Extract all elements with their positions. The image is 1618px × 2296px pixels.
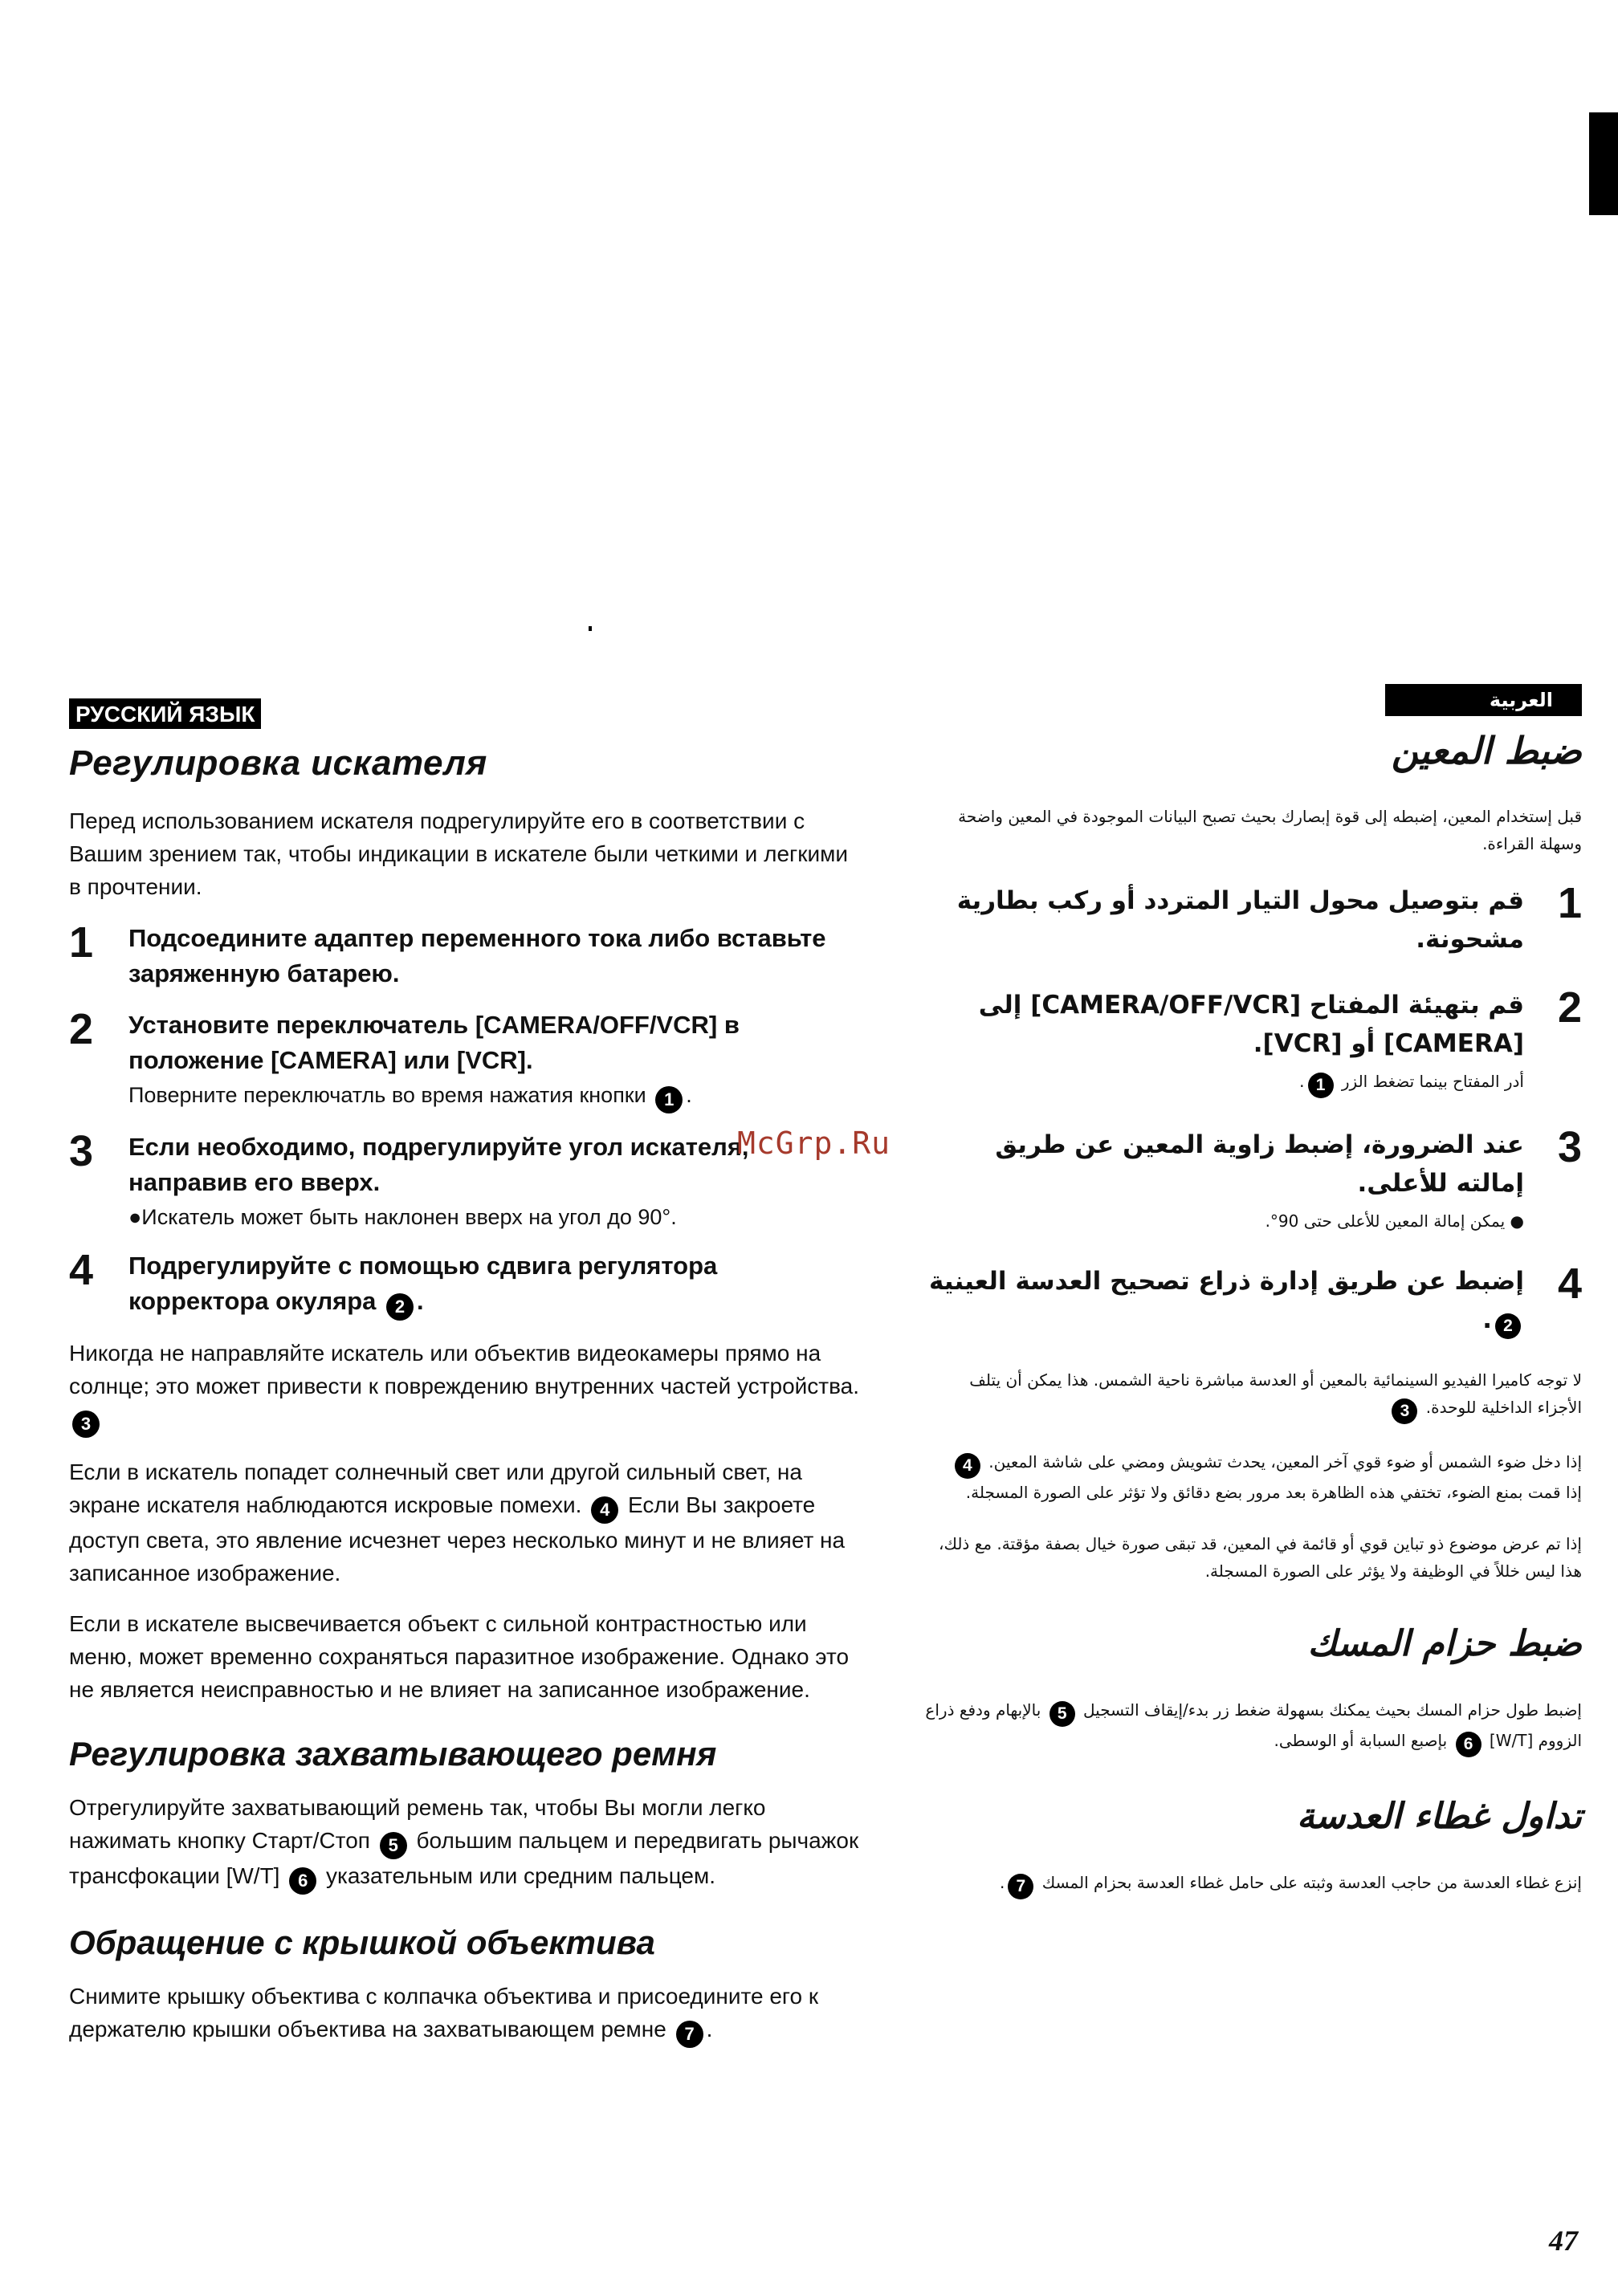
scan-speck (589, 626, 592, 631)
russian-column (69, 698, 864, 2066)
step-2-ar (923, 983, 1582, 1098)
step-number: 1 (1557, 879, 1582, 927)
step-title: Подрегулируйте с помощью сдвига регулятора корректора окуляра 2 . (128, 1248, 864, 1321)
ref-circle-5: 5 (1049, 1701, 1075, 1727)
step-number: 4 (1557, 1260, 1582, 1308)
watermark: McGrp.Ru (737, 1126, 891, 1161)
step-number: 3 (69, 1127, 94, 1175)
page-number: 47 (1549, 2225, 1578, 2257)
step-number: 4 (69, 1246, 94, 1294)
grip-belt-title-ar: ضبط حزام المسك (1307, 1623, 1582, 1664)
step-number: 3 (1557, 1123, 1582, 1171)
ref-circle-7: 7 (676, 2021, 703, 2048)
step-note: أدر المفتاح بينما تضغط الزر 1. (923, 1068, 1524, 1098)
ref-circle-4: 4 (955, 1453, 980, 1479)
ref-circle-3: 3 (1392, 1398, 1417, 1424)
sun-warning-paragraph-ar: لا توجه كاميرا الفيديو السينمائية بالمعين أو العدسة مباشرة ناحية الشمس. هذا يمكن أن يتلف الأجزاء الداخلية للوحدة. 3 (923, 1366, 1582, 1424)
step-note: ●Искатель может быть наклонен вверх на угол до 90°. (128, 1205, 677, 1229)
viewfinder-adjust-title-ar: ضبط المعين (1391, 729, 1582, 772)
step-title: إضبط عن طريق إدارة ذراع تصحيح العدسة العينية 2. (923, 1262, 1524, 1339)
step-3-ar (923, 1123, 1582, 1235)
step-title: قم بتوصيل محول التيار المتردد أو ركب بطارية مشحونة. (956, 886, 1524, 954)
sun-warning-paragraph: Никогда не направляйте искатель или объектив видеокамеры прямо на солнце; это может привести к повреждению внутренних частей устройства. 3 (69, 1337, 864, 1438)
lens-cap-title: Обращение с крышкой объектива (69, 1924, 655, 1961)
step-4-ar (923, 1262, 1582, 1339)
page-edge-tab (1589, 112, 1618, 215)
lens-cap-text-ar: إنزع غطاء العدسة من حاجب العدسة وثبته على حامل غطاء العدسة بحزام المسك 7. (923, 1869, 1582, 1899)
ref-circle-6: 6 (289, 1867, 316, 1895)
strong-light-paragraph: Если в искатель попадет солнечный свет или другой сильный свет, на экране искателя наблюдаются искровые помехи. 4 Если Вы закроете доступ света, это явление исчезнет через несколько минут и не влияет на записанное изображение. (69, 1459, 846, 1586)
step-number: 2 (69, 1005, 94, 1053)
language-badge-russian: РУССКИЙ ЯЗЫК (69, 698, 261, 729)
ref-circle-3: 3 (72, 1411, 100, 1438)
ref-circle-7: 7 (1008, 1874, 1033, 1899)
step-title: Установите переключатель [CAMERA/OFF/VCR] в положение [CAMERA] или [VCR]. (128, 1011, 740, 1074)
step-title: قم بتهيئة المفتاح [CAMERA/OFF/VCR] إلى [CAMERA] أو [VCR]. (978, 991, 1524, 1058)
contrast-paragraph-ar: إذا تم عرض موضوع ذو تباين قوي أو قائمة في المعين، قد تبقى صورة خيال بصفة مؤقتة. مع ذلك، هذا ليس خللاً في الوظيفة ولا يؤثر على الصورة المسجلة. (939, 1534, 1582, 1581)
arabic-column (923, 684, 1582, 1924)
ref-circle-5: 5 (380, 1832, 407, 1859)
step-number: 2 (1557, 983, 1582, 1032)
step-title: Если необходимо, подрегулируйте угол искателя, направив его вверх. (128, 1133, 749, 1196)
step-note: Поверните переключатль во время нажатия кнопки 1 . (128, 1080, 864, 1113)
step-title: Подсоедините адаптер переменного тока либо вставьте заряженную батарею. (128, 924, 826, 987)
grip-belt-text-ar: إضبط طول حزام المسك بحيث يمكنك بسهولة ضغط زر بدء/إيقاف التسجيل 5 بالإبهام ودفع ذراع الزووم [W/T] 6 بإصبع السبابة أو الوسطى. (923, 1696, 1582, 1757)
grip-belt-title: Регулировка захватывающего ремня (69, 1735, 717, 1773)
ref-circle-1: 1 (655, 1086, 683, 1113)
step-1 (69, 918, 864, 991)
lens-cap-title-ar: تداول غطاء العدسة (1296, 1796, 1582, 1837)
strong-light-paragraph-ar: إذا دخل ضوء الشمس أو ضوء قوي آخر المعين، يحدث تشويش ومضي على شاشة المعين. 4 إذا قمت بمنع الضوء، تختفي هذه الظاهرة بعد مرور بضع دقائق ولا تؤثر على الصورة المسجلة. (923, 1448, 1582, 1506)
step-2 (69, 1005, 864, 1113)
ref-circle-4: 4 (591, 1496, 618, 1524)
step-1-ar (923, 881, 1582, 959)
ref-circle-2: 2 (1495, 1313, 1521, 1339)
ref-circle-2: 2 (386, 1293, 414, 1321)
contrast-paragraph: Если в искателе высвечивается объект с сильной контрастностью или меню, может временно сохраняться паразитное изображение. Однако это не является неисправностью и не влияет на записанное изображение. (69, 1611, 850, 1702)
viewfinder-intro-ar: قبل إستخدام المعين، إضبطه إلى قوة إبصارك بحيث تصبح البيانات الموجودة في المعين واضحة وسهلة القراءة. (958, 807, 1582, 853)
step-4 (69, 1248, 864, 1321)
grip-belt-text: Отрегулируйте захватывающий ремень так, чтобы Вы могли легко нажимать кнопку Старт/Стоп 5 большим пальцем и передвигать рычажок трансфокации [W/T] 6 указательным или средним пальцем. (69, 1791, 864, 1895)
ref-circle-6: 6 (1456, 1732, 1481, 1757)
viewfinder-intro: Перед использованием искателя подрегулируйте его в соответствии с Вашим зрением так, чтобы индикации в искателе были четкими и легкими в прочтении. (69, 808, 849, 899)
viewfinder-adjust-title: Регулировка искателя (69, 743, 487, 783)
language-badge-arabic: العربية (1385, 684, 1582, 716)
step-note: ● يمكن إمالة المعين للأعلى حتى 90°. (1265, 1211, 1524, 1231)
step-title: عند الضرورة، إضبط زاوية المعين عن طريق إمالته للأعلى. (995, 1130, 1524, 1198)
lens-cap-text: Снимите крышку объектива с колпачка объектива и присоедините его к держателю крышки объектива на захватывающем ремне 7 . (69, 1980, 864, 2048)
ref-circle-1: 1 (1308, 1073, 1334, 1098)
step-number: 1 (69, 918, 94, 967)
